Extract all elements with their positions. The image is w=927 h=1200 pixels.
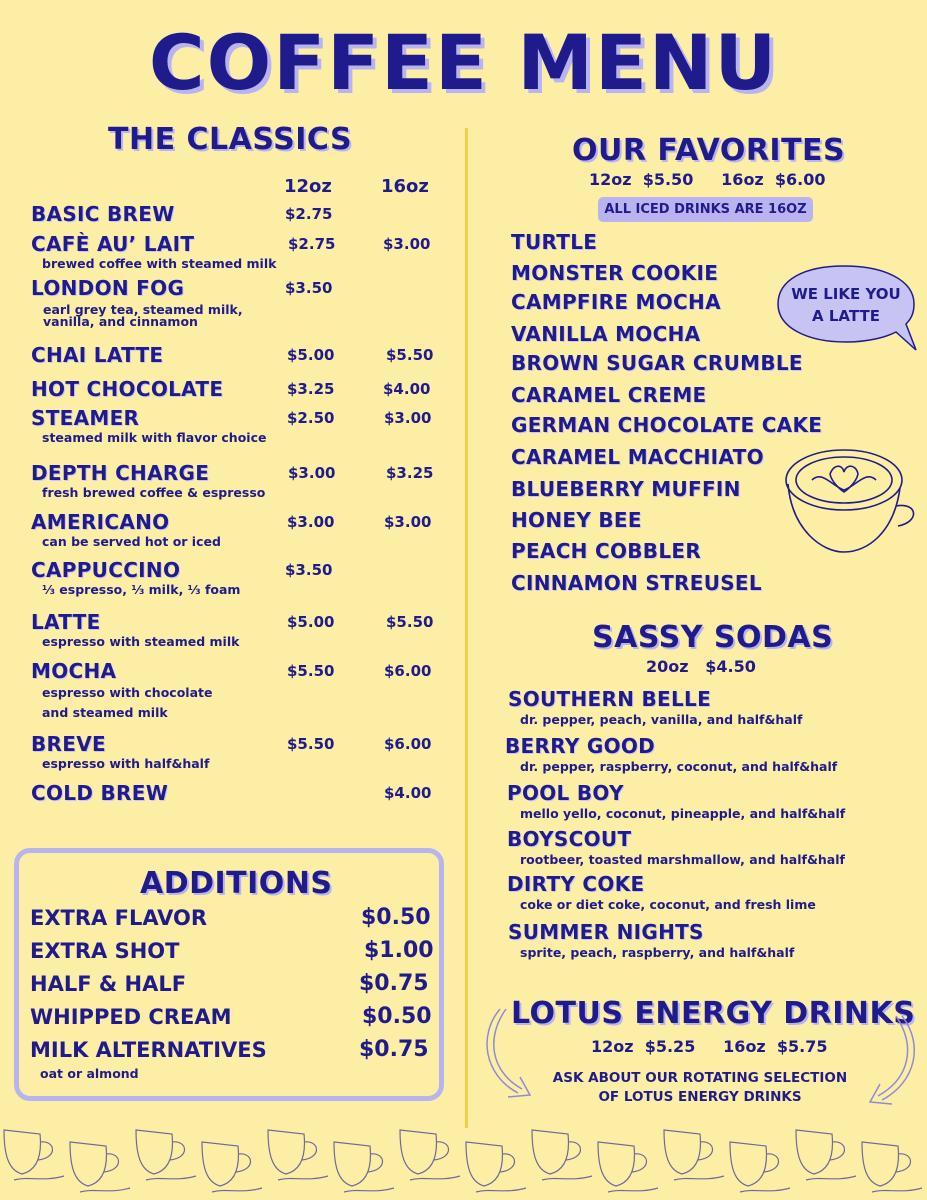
classics-price-12oz: $5.50 <box>287 662 335 680</box>
additions-heading: ADDITIONS <box>140 866 333 901</box>
arrow-left-icon <box>478 1005 548 1105</box>
addition-price: $1.00 <box>364 938 434 963</box>
classics-col-12oz: 12oz <box>284 176 332 197</box>
addition-name: EXTRA SHOT <box>30 939 180 963</box>
classics-item-desc: and steamed milk <box>42 705 168 720</box>
classics-item-name: BREVE <box>31 732 106 756</box>
classics-item-name: DEPTH CHARGE <box>31 461 210 485</box>
classics-item-desc: vanilla, and cinnamon <box>43 314 198 329</box>
favorite-item: HONEY BEE <box>511 508 642 532</box>
classics-price-16oz: $3.25 <box>386 464 434 482</box>
classics-item-name: CHAI LATTE <box>31 343 164 367</box>
classics-item-name: CAPPUCCINO <box>31 558 181 582</box>
classics-item-desc: ⅓ espresso, ⅓ milk, ⅓ foam <box>42 582 241 597</box>
classics-price-16oz: $5.50 <box>386 613 434 631</box>
lotus-heading: LOTUS ENERGY DRINKS <box>511 996 916 1031</box>
bubble-line-1: WE LIKE YOU <box>791 285 901 303</box>
lotus-note-line-2: OF LOTUS ENERGY DRINKS <box>598 1089 802 1105</box>
classics-item-desc: earl grey tea, steamed milk, <box>43 302 243 317</box>
classics-price-16oz: $6.00 <box>384 662 432 680</box>
page-title: COFFEE MENU <box>148 18 779 107</box>
addition-name: WHIPPED CREAM <box>30 1005 232 1029</box>
addition-name: HALF & HALF <box>30 972 187 996</box>
classics-item-desc: fresh brewed coffee & espresso <box>42 485 266 500</box>
soda-desc: rootbeer, toasted marshmallow, and half&half <box>520 852 845 867</box>
latte-cup-icon <box>782 440 922 560</box>
soda-name: BERRY GOOD <box>505 734 656 758</box>
lotus-note-line-1: ASK ABOUT OUR ROTATING SELECTION <box>552 1070 848 1086</box>
addition-price: $0.50 <box>362 1004 432 1029</box>
classics-item-name: COLD BREW <box>31 781 169 805</box>
addition-price: $0.75 <box>359 1037 429 1062</box>
favorite-item: MONSTER COOKIE <box>511 261 719 285</box>
iced-drinks-badge: ALL ICED DRINKS ARE 16OZ <box>598 197 813 222</box>
classics-item-desc: espresso with half&half <box>42 756 210 771</box>
classics-col-16oz: 16oz <box>381 176 429 197</box>
classics-item-desc: can be served hot or iced <box>42 534 221 549</box>
classics-price-16oz: $3.00 <box>383 235 431 253</box>
favorites-prices: 12oz $5.50 16oz $6.00 <box>589 170 826 189</box>
favorite-item: CARAMEL MACCHIATO <box>511 445 764 469</box>
favorite-item: CINNAMON STREUSEL <box>511 571 762 595</box>
classics-price-16oz: $6.00 <box>384 735 432 753</box>
soda-desc: coke or diet coke, coconut, and fresh lime <box>520 897 816 912</box>
classics-item-name: LONDON FOG <box>31 276 185 300</box>
classics-price-16oz: $4.00 <box>383 380 431 398</box>
classics-item-name: STEAMER <box>31 406 140 430</box>
classics-price-16oz: $3.00 <box>384 409 432 427</box>
soda-name: DIRTY COKE <box>507 872 645 896</box>
favorite-item: CARAMEL CREME <box>511 383 707 407</box>
classics-price-16oz: $3.00 <box>384 513 432 531</box>
classics-price-12oz: $3.25 <box>287 380 335 398</box>
favorite-item: TURTLE <box>511 230 598 254</box>
classics-item-desc: steamed milk with flavor choice <box>42 430 267 445</box>
soda-desc: mello yello, coconut, pineapple, and half&half <box>520 806 846 821</box>
classics-price-12oz: $3.00 <box>287 513 335 531</box>
favorite-item: VANILLA MOCHA <box>511 322 701 346</box>
sodas-heading: SASSY SODAS <box>592 620 834 655</box>
classics-price-12oz: $2.75 <box>285 205 333 223</box>
classics-item-name: BASIC BREW <box>31 202 175 226</box>
classics-heading: THE CLASSICS <box>108 122 353 157</box>
classics-item-name: LATTE <box>31 610 101 634</box>
classics-item-desc: espresso with chocolate <box>42 685 213 700</box>
classics-price-12oz: $3.50 <box>285 279 333 297</box>
soda-name: SOUTHERN BELLE <box>508 687 712 711</box>
addition-price: $0.50 <box>361 905 431 930</box>
classics-item-desc: espresso with steamed milk <box>42 634 240 649</box>
arrow-right-icon <box>858 1012 924 1112</box>
classics-item-name: AMERICANO <box>31 510 170 534</box>
soda-name: SUMMER NIGHTS <box>508 920 704 944</box>
favorites-heading: OUR FAVORITES <box>572 133 846 168</box>
classics-price-12oz: $3.50 <box>285 561 333 579</box>
soda-name: BOYSCOUT <box>507 827 632 851</box>
favorite-item: CAMPFIRE MOCHA <box>511 290 721 314</box>
lotus-prices: 12oz $5.25 16oz $5.75 <box>591 1037 828 1056</box>
soda-desc: dr. pepper, raspberry, coconut, and half&half <box>520 759 838 774</box>
classics-price-12oz: $5.50 <box>287 735 335 753</box>
soda-name: POOL BOY <box>507 781 624 805</box>
addition-price: $0.75 <box>359 971 429 996</box>
classics-price-12oz: $2.50 <box>287 409 335 427</box>
addition-name: EXTRA FLAVOR <box>30 906 208 930</box>
favorite-item: GERMAN CHOCOLATE CAKE <box>511 413 823 437</box>
classics-price-16oz: $4.00 <box>384 784 432 802</box>
classics-item-desc: brewed coffee with steamed milk <box>42 256 277 271</box>
classics-item-name: CAFÈ AU’ LAIT <box>31 232 195 256</box>
cup-doodle-border-icon <box>0 1122 927 1200</box>
classics-item-name: HOT CHOCOLATE <box>31 377 224 401</box>
classics-item-name: MOCHA <box>31 659 117 683</box>
bubble-line-2: A LATTE <box>812 307 880 325</box>
soda-desc: dr. pepper, peach, vanilla, and half&half <box>520 712 803 727</box>
column-divider <box>465 128 468 1128</box>
classics-price-16oz: $5.50 <box>386 346 434 364</box>
classics-price-12oz: $5.00 <box>287 613 335 631</box>
classics-price-12oz: $3.00 <box>288 464 336 482</box>
addition-name: MILK ALTERNATIVES <box>30 1038 267 1062</box>
favorite-item: BROWN SUGAR CRUMBLE <box>511 351 803 375</box>
soda-desc: sprite, peach, raspberry, and half&half <box>520 945 795 960</box>
classics-price-12oz: $2.75 <box>288 235 336 253</box>
classics-price-12oz: $5.00 <box>287 346 335 364</box>
sodas-prices: 20oz $4.50 <box>646 657 756 676</box>
favorite-item: PEACH COBBLER <box>511 539 702 563</box>
additions-note: oat or almond <box>40 1066 139 1081</box>
favorite-item: BLUEBERRY MUFFIN <box>511 477 741 501</box>
